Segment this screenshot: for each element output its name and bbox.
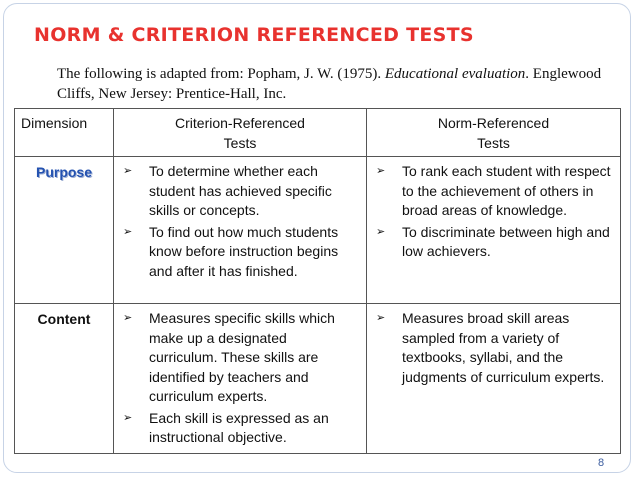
citation <box>57 64 617 104</box>
bullet-text: To rank each student with respect to the achievement of others in broad areas of knowledge. <box>402 163 611 218</box>
header-norm-line2: Tests <box>477 134 510 151</box>
header-row <box>15 109 621 157</box>
header-norm <box>367 109 621 157</box>
page-number: 8 <box>598 457 605 469</box>
arrow-bullet-icon: ➢ <box>123 411 133 424</box>
bullet-text: Measures specific skills which make up a designated curriculum. These skills are identified by teachers and curriculum experts. <box>149 310 335 404</box>
arrow-bullet-icon: ➢ <box>376 225 386 238</box>
row-label-purpose: Purpose <box>15 157 114 304</box>
purpose-norm-cell <box>367 157 621 304</box>
list-item <box>120 223 358 282</box>
list-item <box>373 309 612 387</box>
list-item <box>120 409 358 448</box>
list-item <box>120 309 358 407</box>
list-item <box>373 162 612 221</box>
citation-text-2: . Englewood Cliffs, New Jersey: Prentice-Hall, Inc. <box>57 66 602 102</box>
header-norm-line1: Norm-Referenced <box>437 115 550 131</box>
slide-title: NORM & CRITERION REFERENCED TESTS <box>34 24 474 46</box>
citation-book-title: Educational evaluation <box>384 66 526 82</box>
row-label-content: Content <box>15 304 114 454</box>
comparison-table <box>14 108 621 454</box>
arrow-bullet-icon: ➢ <box>376 165 386 177</box>
arrow-bullet-icon: ➢ <box>123 225 133 238</box>
arrow-bullet-icon: ➢ <box>123 312 133 324</box>
header-criterion <box>114 109 367 157</box>
purpose-criterion-cell <box>114 157 367 304</box>
list-item <box>120 162 358 221</box>
bullet-text: To discriminate between high and low achievers. <box>402 223 610 259</box>
list-item <box>373 223 612 262</box>
header-criterion-line2: Tests <box>223 134 257 151</box>
citation-text-1: The following is adapted from: Popham, J. W. (1975). <box>57 66 385 82</box>
bullet-text: To find out how much students know before instruction begins and after it has finished. <box>149 223 339 279</box>
arrow-bullet-icon: ➢ <box>376 312 386 324</box>
arrow-bullet-icon: ➢ <box>123 165 133 177</box>
header-criterion-line1: Criterion-Referenced <box>175 115 305 131</box>
table-row-purpose <box>15 157 621 304</box>
bullet-text: Each skill is expressed as an instructional objective. <box>149 409 329 445</box>
header-dimension: Dimension <box>15 109 114 157</box>
bullet-text: Measures broad skill areas sampled from a variety of textbooks, syllabi, and the judgments of curriculum experts. <box>402 310 605 385</box>
bullet-text: To determine whether each student has achieved specific skills or concepts. <box>149 163 332 218</box>
content-norm-cell <box>367 304 621 454</box>
content-criterion-cell <box>114 304 367 454</box>
table-row-content <box>15 304 621 454</box>
